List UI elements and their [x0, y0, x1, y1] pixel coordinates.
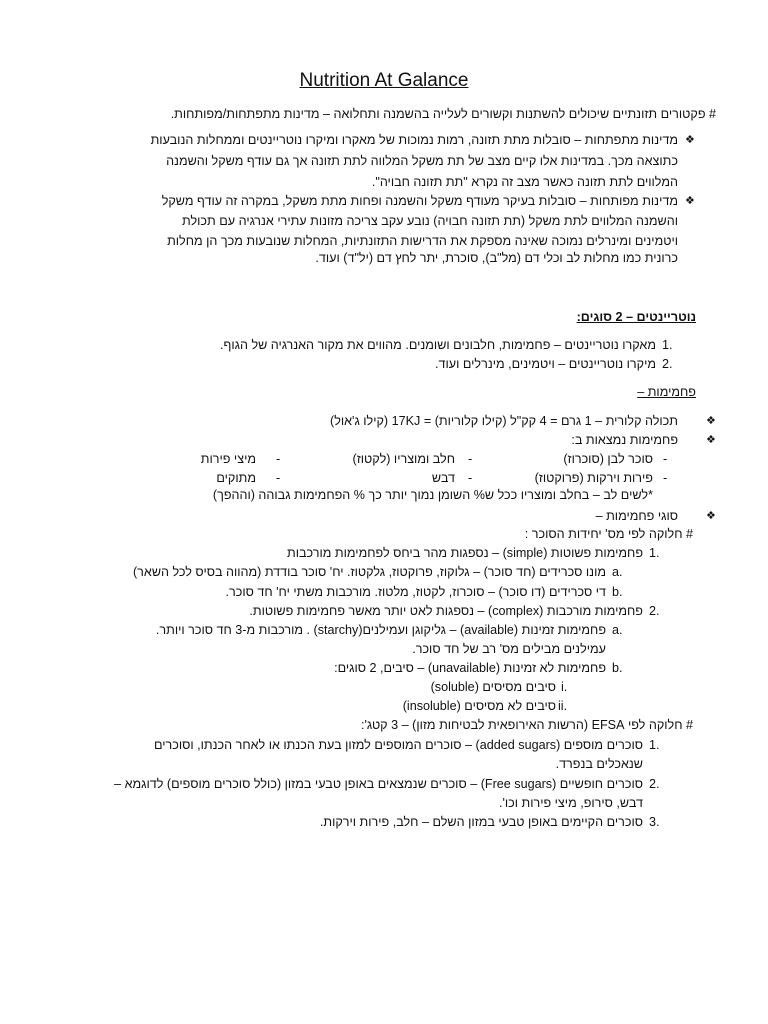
dash-bullet: -: [276, 452, 281, 466]
diamond-bullet-icon: ❖: [706, 434, 716, 446]
diamond-bullet-icon: ❖: [685, 134, 695, 146]
developed-line-3: ויטמינים ומינרלים נמוכה שאינה מספקת את הדרישות התזונתיות, המחלות שנובעות מכך הן מחלות: [167, 234, 678, 248]
diamond-bullet-icon: ❖: [706, 415, 716, 427]
nutrients-heading: נוטריינטים – 2 סוגים:: [576, 310, 696, 324]
list-number: 1.: [649, 546, 660, 560]
list-letter: b.: [612, 661, 623, 675]
free-sugars-line-2: דבש, סירופ, מיצי פירות וכו'.: [498, 796, 643, 810]
developed-line-4: כרונית כמו מחלות לב וכלי דם (מל"ב), סוכרת, יתר לחץ דם (יל"ד) ועוד.: [315, 251, 678, 265]
list-letter: a.: [612, 565, 623, 579]
developed-line-2: והשמנה המלווים לתת משקל (תת תזונה חבויה) נובע עקב צריכה מזונות עתירי אנרגיה עם תכולת: [182, 214, 678, 228]
list-number: 2.: [649, 777, 660, 791]
efsa-classification: # חלוקה לפי EFSA (הרשות האירופאית לבטיחות מזון) – 3 קטג':: [360, 718, 693, 732]
list-number: 3.: [649, 815, 660, 829]
source-milk: חלב ומוצריו (לקטוז): [352, 452, 455, 466]
added-sugars-line-1: סוכרים מוספים (added sugars) – סוכרים המוספים למזון בעת הכנתו או לאחר הכנתו, וסוכרים: [153, 738, 643, 752]
carbs-found-in: פחמימות נמצאות ב:: [571, 433, 678, 447]
insoluble-fiber: סיבים לא מסיסים (insoluble): [402, 699, 556, 713]
list-number: 1.: [662, 338, 673, 352]
list-letter: b.: [612, 585, 623, 599]
dash-bullet: -: [663, 471, 668, 485]
macro-nutrients-item: מאקרו נוטריינטים – פחמימות, חלבונים ושומנים. מהווים את מקור האנרגיה של הגוף.: [220, 338, 656, 352]
calorie-content: תכולה קלורית – 1 גרם = 4 קק"ל (קילו קלוריות) = 17KJ (קילו ג'אול): [330, 414, 678, 428]
added-sugars-line-2: שנאכלים בנפרד.: [555, 757, 643, 771]
unavailable-carbs: פחמימות לא זמינות (unavailable) – סיבים, 2 סוגים:: [334, 661, 606, 675]
diamond-bullet-icon: ❖: [685, 195, 695, 207]
page-title: Nutrition At Galance: [299, 70, 469, 91]
developing-line-1: מדינות מתפתחות – סובלות מתת תזונה, רמות נמוכות של מאקרו ומיקרו נוטריינטים וממחלות הנובעות: [150, 133, 678, 147]
developed-line-1: מדינות מפותחות – סובלות בעיקר מעודף משקל והשמנה ופחות מתת משקל, במקרה זה עודף משקל: [161, 194, 678, 208]
source-sucrose: סוכר לבן (סוכרוז): [563, 452, 653, 466]
dash-bullet: -: [663, 452, 668, 466]
monosaccharides: מונו סכרידים (חד סוכר) – גלוקוז, פרוקטוז, גלקטוז. יח' סוכר בודדת (מהווה בסיס לכל השאר): [132, 565, 606, 579]
dash-bullet: -: [276, 471, 281, 485]
source-juice: מיצי פירות: [200, 452, 256, 466]
natural-sugars: סוכרים הקיימים באופן טבעי במזון השלם – חלב, פירות וירקות.: [319, 815, 643, 829]
source-honey: דבש: [431, 471, 455, 485]
diamond-bullet-icon: ❖: [706, 510, 716, 522]
carb-types-heading: סוגי פחמימות –: [595, 509, 678, 523]
developing-line-2: כתוצאה מכך. במדינות אלו קיים מצב של תת משקל המלווה לתת תזונה אך גם עודף משקל והשמנה: [166, 154, 678, 168]
list-letter: a.: [612, 623, 623, 637]
list-number: 1.: [649, 738, 660, 752]
dash-bullet: -: [468, 471, 473, 485]
list-roman: i.: [561, 680, 568, 694]
intro-text: # פקטורים תזונתיים שיכולים להשתנות וקשורים לעלייה בהשמנה ותחלואה – מדינות מתפתחות/מפותחות.: [170, 107, 716, 121]
carbs-heading: פחמימות –: [637, 385, 696, 399]
list-number: 2.: [662, 357, 673, 371]
available-carbs-line-2: עמילנים מבילים מס' רב של חד סוכר.: [412, 642, 606, 656]
list-number: 2.: [649, 604, 660, 618]
list-roman: ii.: [558, 699, 568, 713]
milk-fat-note: *לשים לב – בחלב ומוצריו ככל ש% השומן נמוך יותר כך % הפחמימות גבוהה (וההפך): [212, 488, 653, 502]
developing-line-3: המלווים לתת תזונה כאשר מצב זה נקרא "תת תזונה חבויה".: [371, 175, 678, 189]
micro-nutrients-item: מיקרו נוטריינטים – ויטמינים, מינרלים ועוד.: [435, 357, 656, 371]
free-sugars-line-1: סוכרים חופשיים (Free sugars) – סוכרים שנמצאים באופן טבעי במזון (כולל סוכרים מוספים) לדוגמא –: [114, 777, 643, 791]
dash-bullet: -: [468, 452, 473, 466]
disaccharides: די סכרידים (דו סוכר) – סוכרוז, לקטוז, מלטוז. מורכבות משתי יח' חד סוכר.: [225, 585, 606, 599]
source-fruits: פירות וירקות (פרוקטוז): [534, 471, 653, 485]
soluble-fiber: סיבים מסיסים (soluble): [430, 680, 556, 694]
complex-carbs: פחמימות מורכבות (complex) – נספגות לאט יותר מאשר פחמימות פשוטות.: [249, 604, 643, 618]
source-sweets: מתוקים: [216, 471, 256, 485]
simple-carbs: פחמימות פשוטות (simple) – נספגות מהר ביחס לפחמימות מורכבות: [287, 546, 643, 560]
available-carbs-line-1: פחמימות זמינות (available) – גליקוגן ועמילנים(starchy) . מורכבות מ-3 חד סוכר ויותר.: [155, 623, 606, 637]
sugar-units-classification: # חלוקה לפי מס' יחידות הסוכר :: [524, 527, 693, 541]
